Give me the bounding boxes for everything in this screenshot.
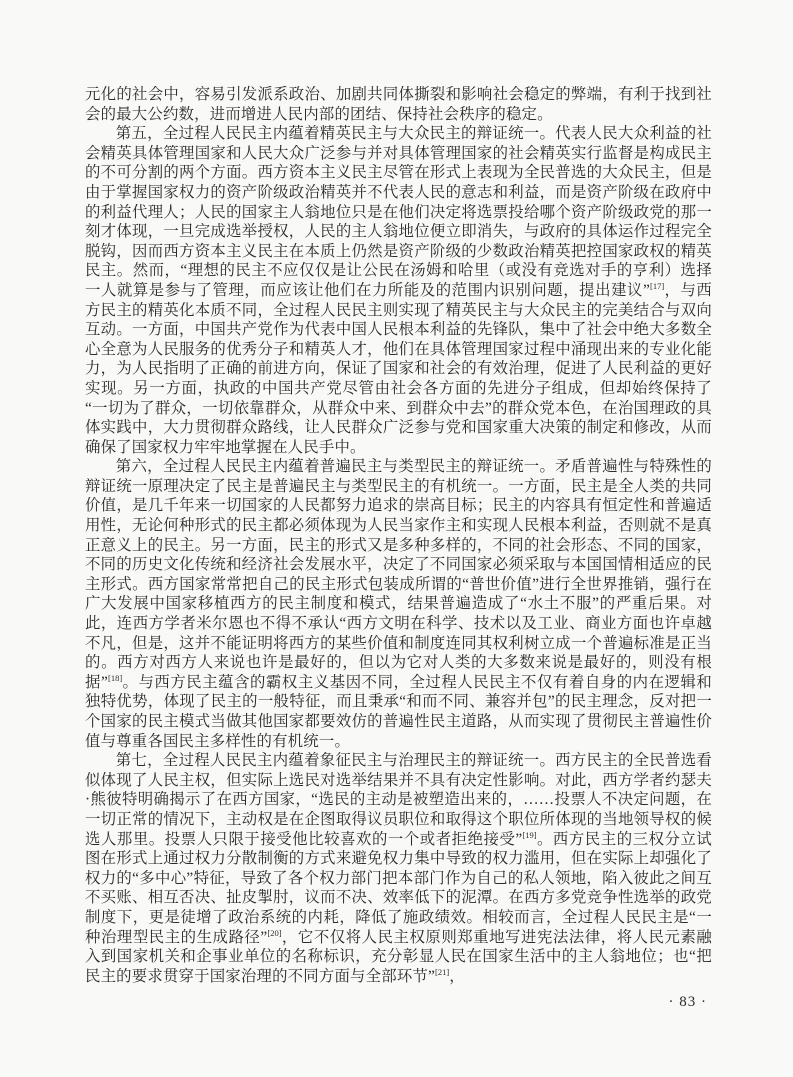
- text-run: ，它不仅将人民主权原则郑重地写进宪法法律，将人民元素融入到国家机关和企事业单位的名称标识，充分彰显人民在国家生活中的主人翁地位；也“把民主的要求贯穿于国家治理的不同方面与全部环节”: [85, 928, 713, 985]
- text-run: 元化的社会中，容易引发派系政治、加剧共同体撕裂和影响社会稳定的弊端，有利于找到社会的最大公约数，进而增进人民内部的团结、保持社会秩序的稳定。: [85, 86, 712, 123]
- text-run: ，与西方民主的精英化本质不同，全过程人民民主则实现了精英民主与大众民主的完美结合与双向互动。一方面，中国共产党作为代表中国人民根本利益的先锋队，集中了社会中绝大多数全心全意为人民服务的优秀分子和精英人才，他们在具体管理国家过程中涌现出来的专业化能力，为人民指明了正确的前进方向，保证了国家和社会的有效治理，促进了人民利益的更好实现。另一方面，执政的中国共产党尽管由社会各方面的先进分子组成，但却始终保持了“一切为了群众，一切依靠群众，从群众中来、到群众中去”的群众党本色，在治国理政的具体实践中，大力贯彻群众路线，让人民群众广泛参与党和国家重大决策的制定和修改，从而确保了国家权力牢牢地掌握在人民手中。: [85, 281, 712, 456]
- footnote-reference: [20]: [267, 927, 282, 938]
- footnote-reference: [19]: [522, 829, 537, 840]
- paragraph: [85, 124, 712, 457]
- text-run: 。与西方民主蕴含的霸权主义基因不同，全过程人民民主不仅有着自身的内在逻辑和独特优势，体现了民主的一般特征，而且秉承“和而不同、兼容并包”的民主理念，反对把一个国家的民主模式当做其他国家都要效仿的普遍性民主道路，从而实现了贯彻民主普遍性价值与尊重各国民主多样性的有机统一。: [85, 673, 713, 750]
- paragraph: [85, 751, 712, 986]
- paragraph: [85, 457, 712, 751]
- text-run: 第七，全过程人民民主内蕴着象征民主与治理民主的辩证统一。西方民主的全民普选看似体现了人民主权，但实际上选民对选举结果并不具有决定性影响。对此，西方学者约瑟夫·熊彼特明确揭示了在西方国家，“选民的主动是被塑造出来的，……投票人不决定问题，在一切正常的情况下，主动权是在企图取得议员职位和取得这个职位所体现的当地领导权的候选人那里。投票人只限于接受他比较喜欢的一个或者拒绝接受”: [85, 752, 712, 848]
- footnote-reference: [21]: [435, 966, 450, 977]
- paragraph: [85, 85, 712, 124]
- text-run: 。西方民主的三权分立试图在形式上通过权力分散制衡的方式来避免权力集中导致的权力滥用，但在实际上却强化了权力的“多中心”特征，导致了各个权力部门把本部门作为自己的私人领地，陷入彼此之间互不买账、相互否决、扯皮掣肘，议而不决、效率低下的泥潭。在西方多党竞争性选举的政党制度下，更是徒增了政治系统的内耗，降低了施政绩效。相较而言，全过程人民民主是“一种治理型民主的生成路径”: [85, 830, 713, 946]
- text-run: 第五，全过程人民民主内蕴着精英民主与大众民主的辩证统一。代表人民大众利益的社会精英具体管理国家和人民大众广泛参与并对具体管理国家的社会精英实行监督是构成民主的不可分割的两个方面。西方资本主义民主尽管在形式上表现为全民普选的大众民主，但是由于掌握国家权力的资产阶级政治精英并不代表人民的意志和利益，而是资产阶级在政府中的利益代理人；人民的国家主人翁地位只是在他们决定将选票投给哪个资产阶级政党的那一刻才体现，一旦完成选举授权，人民的主人翁地位便立即消失，与政府的具体运作过程完全脱钩，因而西方资本主义民主在本质上仍然是资产阶级的少数政治精英把控国家政权的精英民主。然而，“理想的民主不应仅仅是让公民在汤姆和哈里（或没有竞选对手的亨利）选择一人就算是参与了管理，而应该让他们在力所能及的范围内识别问题，提出建议”: [85, 125, 712, 299]
- footnote-reference: [18]: [107, 672, 123, 683]
- text-run: 第六，全过程人民民主内蕴着普遍民主与类型民主的辩证统一。矛盾普遍性与特殊性的辩证统一原理决定了民主是普遍民主与类型民主的有机统一。一方面，民主是全人类的共同价值，是几千年来一切国家的人民都努力追求的崇高目标；民主的内容具有恒定性和普遍适用性，无论何种形式的民主都必须体现为人民当家作主和实现人民根本利益，否则就不是真正意义上的民主。另一方面，民主的形式又是多种多样的，不同的社会形态、不同的国家，不同的历史文化传统和经济社会发展水平，决定了不同国家必须采取与本国国情相适应的民主形式。西方国家常常把自己的民主形式包装成所谓的“普世价值”进行全世界推销，强行在广大发展中国家移植西方的民主制度和模式，结果普遍造成了“水土不服”的严重后果。对此，连西方学者米尔恩也不得不承认“西方文明在科学、技术以及工业、商业方面也许卓越不凡，但是，这并不能证明将西方的某些价值和制度连同其权利树立成一个普遍标准是正当的。西方对西方人来说也许是最好的，但以为它对人类的大多数来说是最好的，则没有根据”: [85, 458, 712, 691]
- page-number: · 83 ·: [668, 994, 707, 1010]
- footnote-reference: [17]: [649, 280, 665, 291]
- document-body: [85, 85, 712, 986]
- text-run: ，: [449, 967, 465, 985]
